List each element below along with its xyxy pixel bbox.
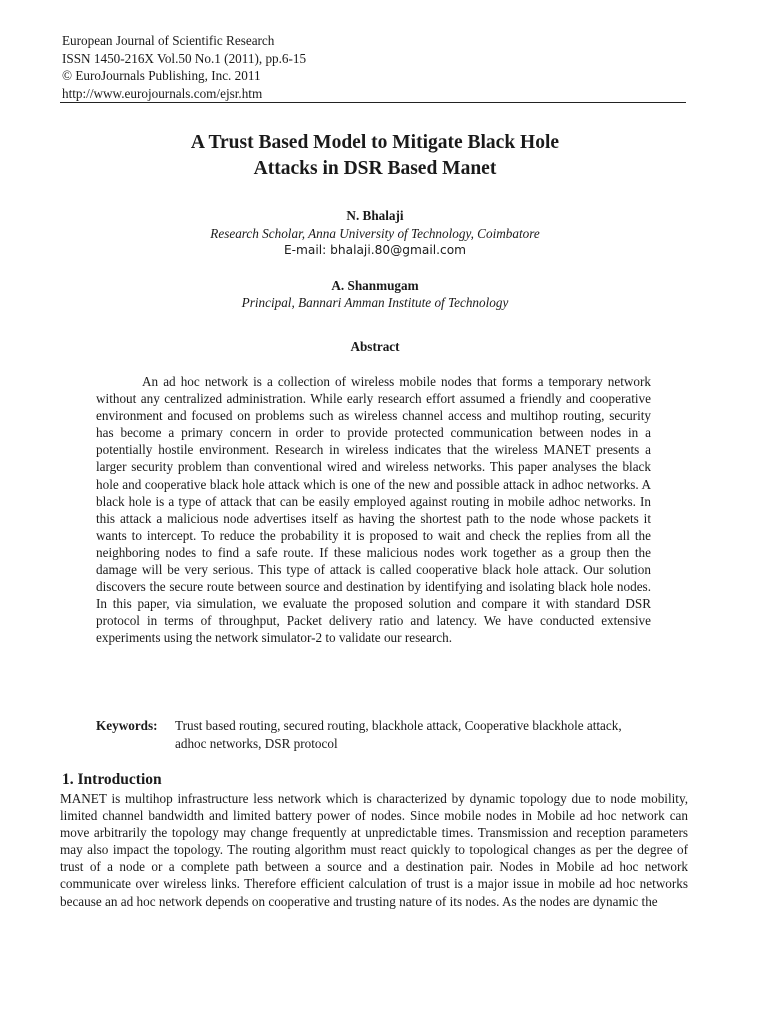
author-1-email[interactable]: E-mail: bhalaji.80@gmail.com <box>283 243 467 257</box>
journal-issn: ISSN 1450-216X Vol.50 No.1 (2011), pp.6-15 <box>62 50 307 66</box>
author-1-affiliation: Research Scholar, Anna University of Technology, Coimbatore <box>210 226 540 241</box>
header-divider <box>60 102 686 103</box>
abstract-text: An ad hoc network is a collection of wireless mobile nodes that forms a temporary network without any centralized administration. While early research effort assumed a friendly and cooperative environment and focused on problems such as wireless channel access and multihop routing, security has become a primary concern in order to provide protected communication between nodes in a potentially hostile environment. Research in wireless indicates that the wireless MANET presents a larger security problem than conventional wired and wireless networks. This paper analyses the black hole and cooperative black hole attack which is one of the new and possible attack in adhoc networks. A black hole is a type of attack that can be easily employed against routing in mobile adhoc networks. In this attack a malicious node advertises itself as having the shortest path to the node whose packets it wants to intercept. To reduce the probability it is proposed to wait and check the replies from all the neighboring nodes to find a safe route. If these malicious nodes work together as a group then the damage will be very serious. This type of attack is called cooperative black hole attack. Our solution discovers the secure route between source and destination by identifying and isolating black hole nodes. In this paper, via simulation, we evaluate the proposed solution and compare it with standard DSR protocol in terms of throughput, Packet delivery ratio and latency. We have conducted extensive experiments using the network simulator-2 to validate our research. <box>96 374 651 646</box>
paper-title <box>60 130 690 182</box>
journal-url[interactable]: http://www.eurojournals.com/ejsr.htm <box>62 85 263 101</box>
journal-header <box>62 32 306 102</box>
journal-copyright: © EuroJournals Publishing, Inc. 2011 <box>62 68 261 83</box>
paper-title-line-1: A Trust Based Model to Mitigate Black Hole <box>190 132 560 153</box>
author-2-affiliation: Principal, Bannari Amman Institute of Technology <box>241 295 509 310</box>
paper-title-line-2: Attacks in DSR Based Manet <box>253 158 497 179</box>
author-1-name: N. Bhalaji <box>346 208 404 223</box>
journal-name: European Journal of Scientific Research <box>62 33 275 48</box>
abstract-heading: Abstract <box>350 339 400 354</box>
keywords-label: Keywords: <box>96 718 158 733</box>
keywords-text: Trust based routing, secured routing, blackhole attack, Cooperative blackhole attack, adhoc networks, DSR protocol <box>175 718 622 751</box>
author-2-name: A. Shanmugam <box>331 278 419 293</box>
section-heading-introduction: 1. Introduction <box>62 771 162 788</box>
introduction-text: MANET is multihop infrastructure less network which is characterized by dynamic topology due to node mobility, limited channel bandwidth and limited battery power of nodes. Since mobile nodes in Mobile ad hoc network can move arbitrarily the topology may change frequently at unpredictable times. Transmission and reception parameters may also impact the topology. The routing algorithm must react quickly to topological changes as per the degree of trust of a node or a complete path between a source and a destination pair. Nodes in Mobile ad hoc network communicate over wireless links. Therefore efficient calculation of trust is a major issue in mobile ad hoc networks because an ad hoc network depends on cooperative and trusting nature of its nodes. As the nodes are dynamic the <box>60 791 688 909</box>
